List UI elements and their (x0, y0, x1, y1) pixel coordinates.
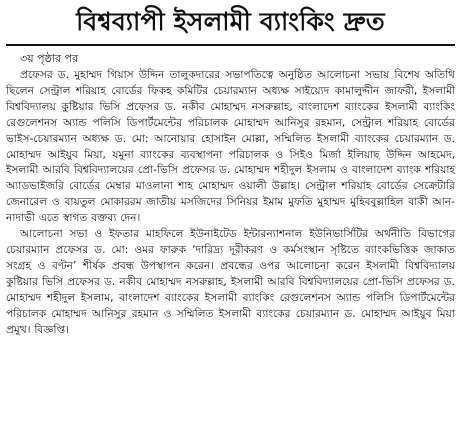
continued-from-note: ৩য় পৃষ্ঠার পর (20, 52, 79, 65)
article-paragraph-1: প্রফেসর ড. মুহাম্মদ গিয়াস উদ্দিন তালুকদারের সভাপতিত্বে অনুষ্ঠিত আলোচনা সভায় বিশেষ অতিথি ছিলেন সেন্ট্রাল শরিয়াহ বোর্ডের ফিকহ কমিটির চেয়ারম্যান অধ্যক্ষ সাইয়্যেদ কামালুদ্দীন জাফরী, ইসলামী বিশ্ববিদ্যালয় কুষ্টিয়ার ভিসি প্রফেসর ড. নকীব মোহাম্মদ নসরুল্লাহ, বাংলাদেশ ব্যাংকের ইসলামী ব্যাংকিং রেগুলেশনস অ্যান্ড পলিসি ডিপার্টমেন্টের পরিচালক মোহাম্মদ আনিসুর রহমান, সেন্ট্রাল শরিয়াহ বোর্ডের ভাইস-চেয়ারম্যান অধ্যক্ষ ড. মো: আনোয়ার হোসাইন মোল্লা, সম্মিলিত ইসলামী ব্যাংকের চেয়ারম্যান ড. মোহাম্মদ আইয়ুব মিয়া, যমুনা ব্যাংকের ব্যবস্থাপনা পরিচালক ও সিইও মির্জা ইলিয়াছ উদ্দিন আহমেদ, ইসলামী আরবি বিশ্ববিদ্যালয়ের প্রো-ভিসি প্রফেসর ড. মোহাম্মদ শহীদুল ইসলাম ও বাংলাদেশ ব্যাংক শরিয়াহ অ্যাডভাইজরি বোর্ডের মেম্বার মাওলানা শাহ মোহাম্মদ ওয়ালী উল্লাহ। সেন্ট্রাল শরিয়াহ বোর্ডের সেক্রেটারি জেনারেল ও বায়তুল মোকাররম জাতীয় মসজিদের সিনিয়র ইমাম মুফতি মুহাম্মদ মুহিববুল্লাহিল বাকী আন-নাদাভী এতে স্বাগত বক্তব্য দেন। (6, 69, 455, 225)
headline: বিশ্বব্যাপী ইসলামী ব্যাংকিং দ্রুত (6, 6, 455, 46)
article-paragraph-2: আলোচনা সভা ও ইফতার মাহফিলে ইউনাইটেড ইন্টারন্যাশনাল ইউনিভার্সিটির অর্থনীতি বিভাগের চেয়ারম্যান প্রফেসর ড. মো: ওমর ফারুক ‘দারিদ্র্য দূরীকরণ ও কর্মসংস্থান সৃষ্টিতে ব্যাংকভিত্তিক জাকাত সংগ্রহ ও বণ্টন’ শীর্ষক প্রবন্ধ উপস্থাপন করেন। প্রবন্ধের ওপর আলোচনা করেন ইসলামী বিশ্ববিদ্যালয় কুষ্টিয়ার ভিসি প্রফেসর ড. নকীব মোহাম্মদ নসরুল্লাহ, ইসলামী আরবি বিশ্ববিদ্যালয়ের প্রো-ভিসি প্রফেসর ড. মোহাম্মদ শহীদুল ইসলাম, বাংলাদেশ ব্যাংকের ইসলামী ব্যাংকিং রেগুলেশনস অ্যান্ড পলিসি ডিপার্টমেন্টের পরিচালক মোহাম্মদ আনিসুর রহমান ও সম্মিলিত ইসলামী ব্যাংকের চেয়ারম্যান ড. মোহাম্মদ আইয়ুব মিয়া প্রমুখ। বিজ্ঞপ্তি। (6, 228, 455, 336)
